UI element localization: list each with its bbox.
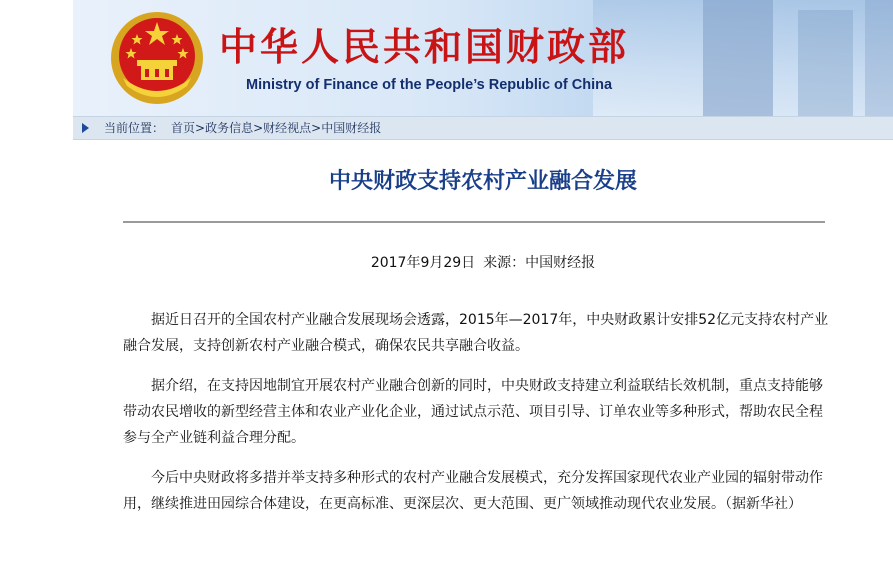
breadcrumb-separator: >: [253, 121, 264, 135]
site-title-cn: 中华人民共和国财政部: [219, 24, 630, 69]
breadcrumb-finance-viewpoint[interactable]: 财经视点: [263, 121, 312, 135]
breadcrumb-government-info[interactable]: 政务信息: [205, 121, 254, 135]
site-banner: [73, 0, 893, 116]
breadcrumb-trail: [171, 117, 381, 139]
banner-building: [798, 10, 853, 116]
article-paragraph: 今后中央财政将多措并举支持多种形式的农村产业融合发展模式，充分发挥国家现代农业产业园的辐射带动作用，继续推进田园综合体建设，在更高标准、更深层次、更大范围、更广领域推动现代农业发展。（据新华社）: [123, 470, 823, 512]
national-emblem-icon: [109, 8, 205, 108]
banner-building: [865, 0, 893, 116]
article-date: 2017年9月29日: [370, 255, 476, 271]
arrow-icon: [82, 123, 89, 133]
article-body: [123, 307, 829, 531]
banner-building: [703, 0, 773, 116]
page: [73, 0, 893, 585]
breadcrumb-label: 当前位置：: [104, 121, 165, 135]
title-divider: [123, 221, 825, 223]
breadcrumb-home[interactable]: 首页: [171, 121, 196, 135]
article-meta: [73, 252, 893, 272]
article-source: 来源：中国财经报: [483, 255, 596, 271]
breadcrumb-separator: >: [195, 121, 206, 135]
breadcrumb: [73, 116, 893, 140]
site-title-en: Ministry of Finance of the People’s Republic of China: [246, 77, 613, 93]
article-title: 中央财政支持农村产业融合发展: [328, 169, 637, 194]
breadcrumb-china-finance-news[interactable]: 中国财经报: [321, 121, 382, 135]
breadcrumb-separator: >: [311, 121, 322, 135]
article-paragraph: 据介绍，在支持因地制宜开展农村产业融合创新的同时，中央财政支持建立利益联结长效机制，重点支持能够带动农民增收的新型经营主体和农业产业化企业，通过试点示范、项目引导、订单农业等多种形式，帮助农民全程参与全产业链利益合理分配。: [123, 378, 823, 446]
article-paragraph: 据近日召开的全国农村产业融合发展现场会透露，2015年—2017年，中央财政累计安排52亿元支持农村产业融合发展，支持创新农村产业融合模式，确保农民共享融合收益。: [123, 312, 829, 354]
